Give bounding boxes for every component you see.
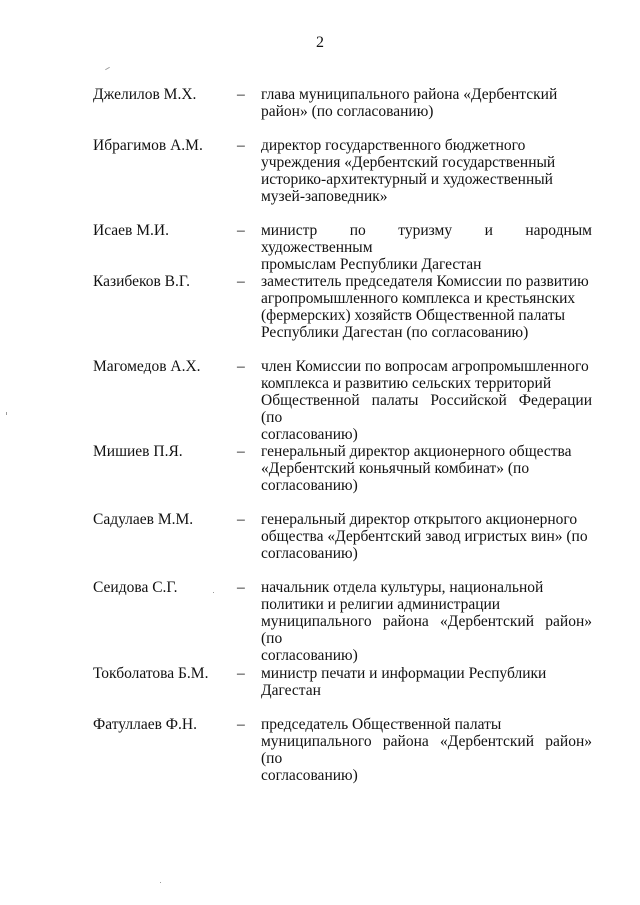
member-name: Мишиев П.Я.	[93, 443, 183, 460]
dash-separator: –	[237, 716, 245, 733]
dash-separator: –	[237, 665, 245, 682]
member-role: начальник отдела культуры, национальной политики и религии администрации муниципального района «Дербентский район» (по согласованию)	[261, 579, 592, 664]
scan-speck	[160, 882, 161, 883]
member-name: Джелилов М.Х.	[93, 86, 197, 103]
member-name: Ибрагимов А.М.	[93, 137, 203, 154]
member-role: министр по туризму и народным художественным промыслам Республики Дагестан	[261, 222, 592, 273]
member-role: генеральный директор открытого акционерного общества «Дербентский завод игристых вин» (по согласованию)	[261, 511, 588, 562]
page-number: 2	[316, 34, 324, 51]
member-name: Сеидова С.Г.	[93, 579, 178, 596]
member-role: генеральный директор акционерного общества «Дербентский коньячный комбинат» (по согласованию)	[261, 443, 572, 494]
member-name: Исаев М.И.	[93, 222, 169, 239]
scan-speck	[105, 67, 110, 70]
member-role: глава муниципального района «Дербентский район» (по согласованию)	[261, 86, 558, 120]
dash-separator: –	[237, 443, 245, 460]
scan-speck	[213, 592, 214, 593]
dash-separator: –	[237, 579, 245, 596]
dash-separator: –	[237, 222, 245, 239]
member-name: Токболатова Б.М.	[93, 665, 209, 682]
dash-separator: –	[237, 86, 245, 103]
member-role: член Комиссии по вопросам агропромышленного комплекса и развитию сельских территорий Общественной палаты Российской Федерации (по согласованию)	[261, 358, 592, 443]
member-name: Магомедов А.Х.	[93, 358, 201, 375]
member-role: министр печати и информации Республики Дагестан	[261, 665, 547, 699]
member-role: председатель Общественной палаты муниципального района «Дербентский район» (по согласованию)	[261, 716, 592, 784]
dash-separator: –	[237, 358, 245, 375]
dash-separator: –	[237, 273, 245, 290]
member-role: заместитель председателя Комиссии по развитию агропромышленного комплекса и крестьянских (фермерских) хозяйств Общественной палаты Республики Дагестан (по согласованию)	[261, 273, 589, 341]
member-role: директор государственного бюджетного учреждения «Дербентский государственный историко-архитектурный и художественный музей-заповедник»	[261, 137, 556, 205]
scan-speck	[6, 412, 7, 415]
member-name: Садулаев М.М.	[93, 511, 194, 528]
member-name: Казибеков В.Г.	[93, 273, 190, 290]
dash-separator: –	[237, 511, 245, 528]
dash-separator: –	[237, 137, 245, 154]
member-name: Фатуллаев Ф.Н.	[93, 716, 197, 733]
